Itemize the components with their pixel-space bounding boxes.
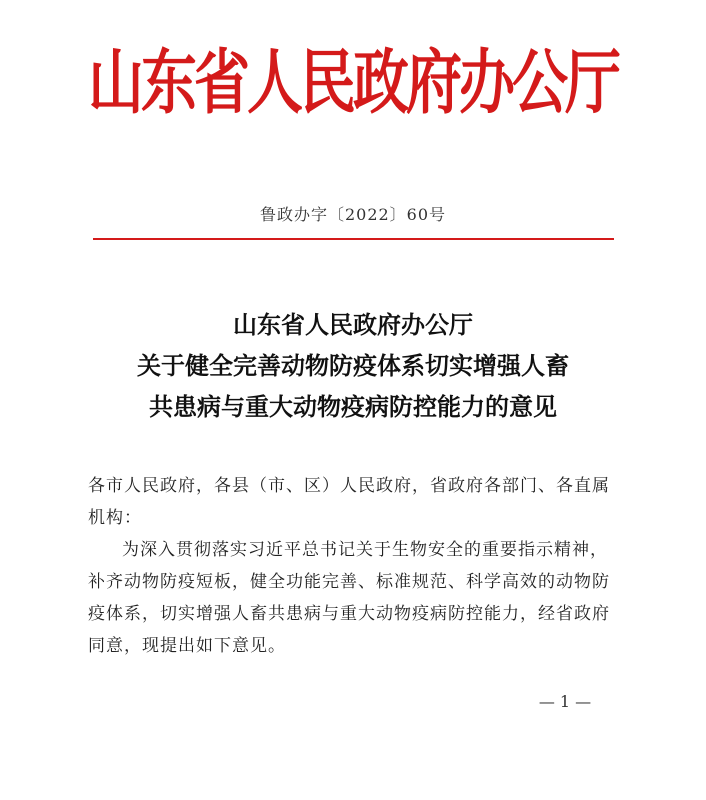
red-divider-line xyxy=(93,238,614,240)
page-number: — 1 — xyxy=(538,692,592,711)
body-paragraph: 为深入贯彻落实习近平总书记关于生物安全的重要指示精神，补齐动物防疫短板，健全功能完善、标准规范、科学高效的动物防疫体系，切实增强人畜共患病与重大动物疫病防控能力，经省政府同意，现提出如下意见。 xyxy=(88,540,610,656)
document-title xyxy=(0,305,706,428)
issuer-heading: 山东省人民政府办公厅 xyxy=(88,41,618,124)
document-number: 鲁政办字〔2022〕60号 xyxy=(259,205,447,224)
addressee: 各市人民政府，各县（市、区）人民政府，省政府各部门、各直属机构： xyxy=(88,476,610,528)
title-line-3: 共患病与重大动物疫病防控能力的意见 xyxy=(149,393,557,421)
title-line-1: 山东省人民政府办公厅 xyxy=(233,311,473,339)
title-line-2: 关于健全完善动物防疫体系切实增强人畜 xyxy=(137,352,569,380)
document-body xyxy=(88,470,620,662)
